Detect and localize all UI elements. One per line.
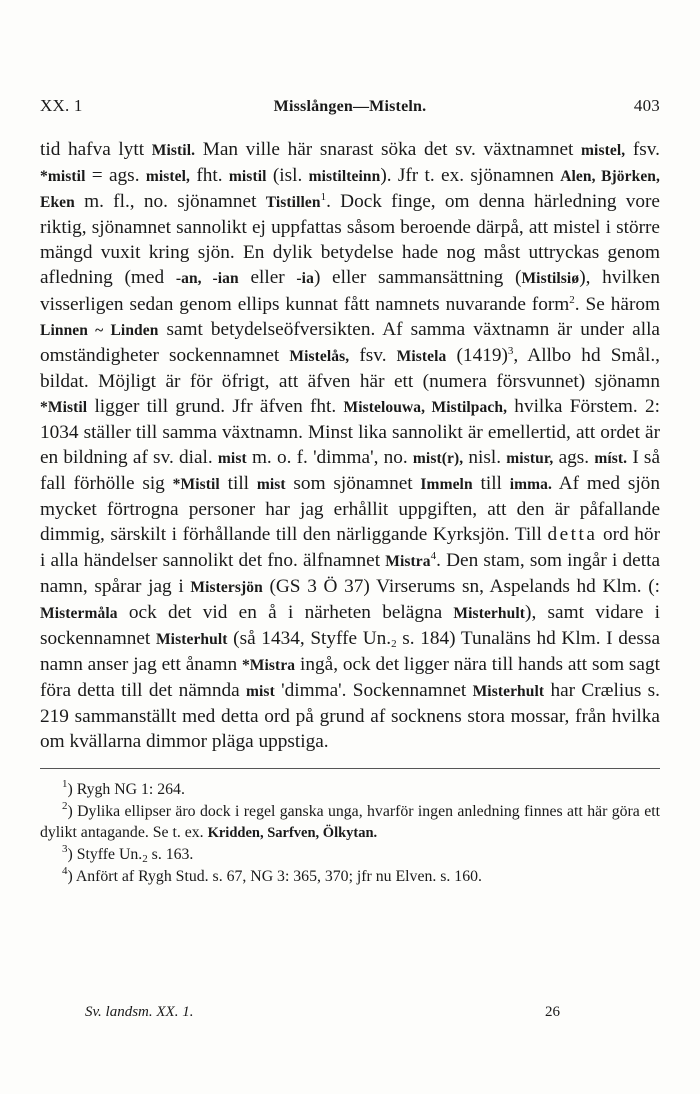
running-header bbox=[40, 96, 660, 116]
keyword: mist bbox=[246, 682, 275, 700]
keyword: mistilteinn bbox=[308, 168, 381, 186]
footnotes bbox=[40, 779, 660, 887]
footnote: $^3$) Styffe $Un._2$ s. 163. bbox=[62, 843, 194, 866]
keyword: mist bbox=[217, 450, 247, 468]
keyword: mist bbox=[256, 476, 286, 494]
keyword: Kridden, Sarfven, Ölkytan. bbox=[207, 825, 378, 842]
spaced-word: detta bbox=[547, 524, 598, 546]
keyword: mistur, bbox=[506, 450, 554, 468]
keyword: Mistil. bbox=[151, 142, 196, 159]
keyword: mistel, bbox=[581, 142, 626, 159]
signature-mark: Sv. landsm. XX. 1. bbox=[85, 1004, 194, 1020]
keyword: *mistil bbox=[40, 168, 86, 186]
keyword: Linnen ~ Linden bbox=[40, 321, 159, 339]
keyword: -ia bbox=[296, 270, 314, 288]
keyword: Mistela bbox=[396, 347, 447, 365]
keyword: Mistra bbox=[385, 552, 431, 570]
keyword: Mistermåla bbox=[40, 604, 118, 622]
keyword: Immeln bbox=[420, 476, 473, 494]
page-number: 403 bbox=[633, 96, 660, 115]
footnote-ref: 1 bbox=[320, 191, 327, 204]
body-paragraph: tid hafva lytt Mistil. Man ville här snarast söka det sv. växtnamnet mistel, fsv. *mistil = ags. mistel, fht. mistil (isl. mistilteinn). Jfr t. ex. sjönamnen Alen, Björken, Eken m. fl., no. sjönamnet Tistillen$^1$. Dock finge, om denna härledning vore riktig, sjönamnet sannolikt ej uppfattas såsom beroende därpå, att mistel i större mängd vuxit kring sjön. En dylik betydelse hade nog måst uttryckas genom afledning (med -an, -ian eller -ia) eller sammansättning (Mistilsiø), hvilken visserligen sedan genom ellips kunnat fått namnets nuvarande form$^2$. Se härom Linnen ~ Linden samt betydelseöfversikten. Af samma växtnamn är under alla omständigheter sockennamnet Mistelås, fsv. Mistela $(1419)^3$, Allbo hd Smål., bildat. Möjligt är för öfrigt, att äfven här ett (numera försvunnet) sjönamn *Mistil ligger till grund. Jfr äfven fht. Mistelouwa, Mistilpach, hvilka Förstem. 2: 1034 ställer till samma växtnamn. Minst lika sannolikt är emellertid, att ordet är en bildning af sv. dial. mist m. o. f. 'dimma', no. mist(r), nisl. mistur, ags. míst. I så fall förhölle sig *Mistil till mist som sjönamnet Immeln till imma. Af med sjön mycket förtrogna personer har jag erhållit uppgiften, att den är påfallande dimmig, särskilt i förhållande till den närliggande Kyrksjön. Till detta ord hör i alla händelser sannolikt det fno. älfnamnet Mistra$^4$. Den stam, som ingår i detta namn, spårar jag i Mistersjön (GS 3 Ö 37) Virserums sn, Aspelands hd Klm. (: Mistermåla ock det vid en å i närheten belägna Misterhult), samt vidare i sockennamnet Misterhult (så 1434, Styffe $Un._2$ s. 184) Tunaläns hd Klm. I dessa namn anser jag ett ånamn *Mistra ingå, ock det ligger nära till hands att som sagt föra detta till det nämnda mist 'dimma'. Sockennamnet Misterhult har Crælius s. 219 sammanställt med detta ord på grund af socknens stora mossar, från hvilka om kvällarna dimmor pläga uppstiga. bbox=[40, 139, 661, 753]
footnote: $^4$) Anfört af Rygh Stud. s. 67, NG 3: 365, 370; jfr nu Elven. s. 160. bbox=[62, 864, 482, 885]
subscript: 2 bbox=[391, 637, 397, 650]
header-volume: XX. 1 bbox=[40, 96, 83, 115]
keyword: mistil bbox=[228, 168, 267, 186]
keyword: Mistelås, bbox=[289, 347, 350, 365]
keyword: Tistillen bbox=[265, 194, 321, 212]
footnote: $^2$) Dylika ellipser äro dock i regel ganska unga, hvarför ingen anledning finnes att här göra ett dylikt antagande. Se t. ex. Kridden, Sarfven, Ölkytan. bbox=[40, 799, 660, 842]
main-text bbox=[40, 137, 660, 754]
keyword: Misterhult bbox=[155, 630, 228, 648]
keyword: *Mistra bbox=[241, 656, 296, 674]
footnote-ref: 4 bbox=[430, 549, 437, 562]
keyword: *Mistil bbox=[40, 398, 88, 416]
keyword: Mistelouwa, Mistilpach, bbox=[343, 398, 508, 416]
keyword: mist(r), bbox=[412, 450, 464, 468]
keyword: Misterhult bbox=[453, 604, 526, 622]
footnote-ref: 2 bbox=[569, 293, 575, 306]
keyword: imma. bbox=[509, 476, 552, 494]
page bbox=[40, 96, 660, 887]
keyword: Mistersjön bbox=[190, 578, 263, 596]
keyword: mistel, bbox=[145, 168, 191, 186]
keyword: Mistilsiø bbox=[521, 270, 580, 288]
footnote-divider bbox=[40, 768, 660, 769]
sheet-number: 26 bbox=[545, 1004, 560, 1020]
keyword: *Mistil bbox=[172, 476, 220, 494]
keyword: Alen, Björken, Eken bbox=[40, 168, 660, 212]
keyword: Misterhult bbox=[472, 682, 545, 700]
footnote: $^1$) Rygh NG 1: 264. bbox=[62, 778, 185, 799]
page-footer bbox=[85, 1004, 560, 1021]
header-title: Misslången—Misteln. bbox=[273, 98, 427, 115]
keyword: míst. bbox=[594, 450, 628, 468]
keyword: -an, -ian bbox=[175, 270, 239, 288]
footnote-ref: 3 bbox=[507, 344, 514, 357]
